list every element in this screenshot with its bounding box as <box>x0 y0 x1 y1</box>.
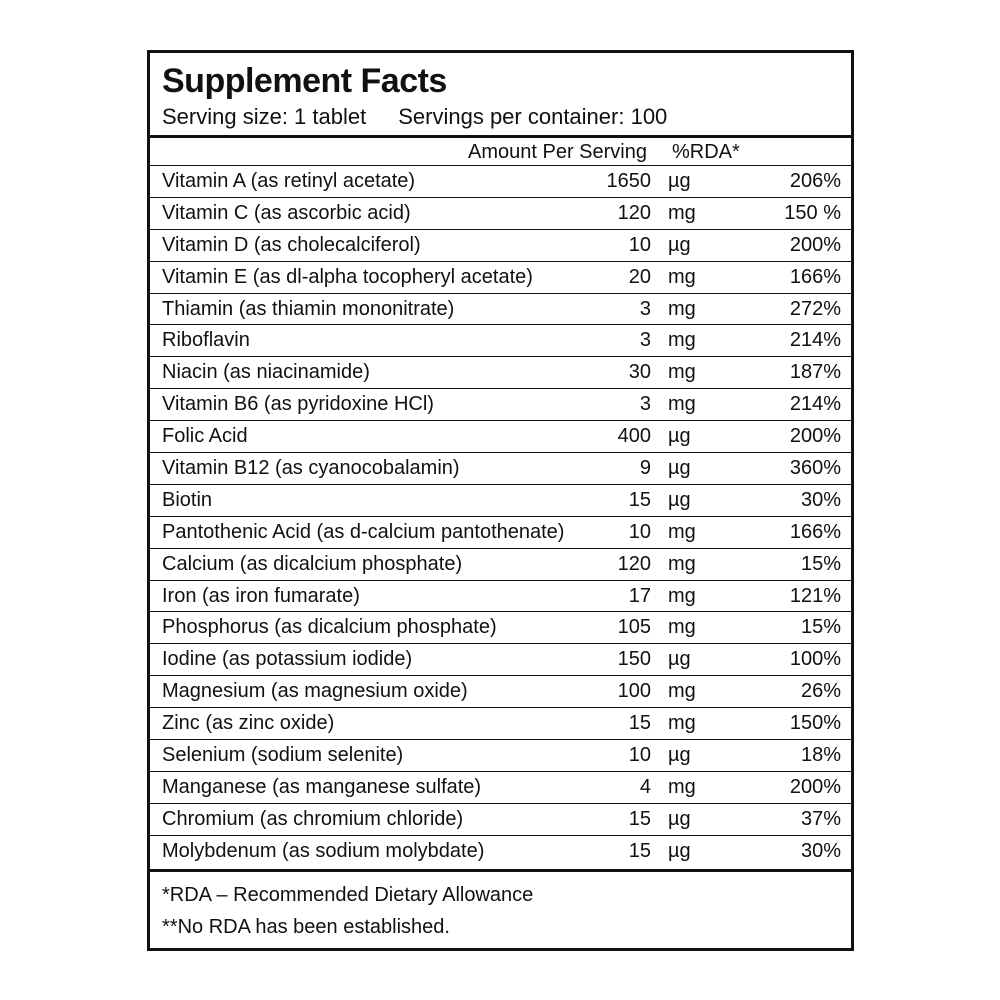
nutrient-name: Magnesium (as magnesium oxide) <box>162 680 468 703</box>
nutrient-amount: 10 <box>628 744 651 767</box>
nutrient-name: Iodine (as potassium iodide) <box>162 648 413 671</box>
nutrient-amount: 30 <box>628 361 651 384</box>
footnote-rda: *RDA – Recommended Dietary Allowance <box>162 884 534 906</box>
nutrient-amount: 100 <box>617 680 651 703</box>
nutrient-rda: 360% <box>789 457 841 480</box>
nutrient-amount: 150 <box>617 648 651 671</box>
table-row <box>150 197 851 229</box>
nutrient-name: Molybdenum (as sodium molybdate) <box>162 839 485 862</box>
table-row <box>150 516 851 548</box>
nutrient-name: Iron (as iron fumarate) <box>162 584 360 607</box>
footnotes <box>162 879 533 943</box>
table-row <box>150 420 851 452</box>
nutrient-name: Vitamin B12 (as cyanocobalamin) <box>162 457 460 480</box>
table-row <box>150 324 851 356</box>
nutrient-amount: 15 <box>628 839 651 862</box>
nutrient-amount: 120 <box>617 201 651 224</box>
table-row <box>150 675 851 707</box>
nutrient-amount: 105 <box>617 616 651 639</box>
nutrient-name: Vitamin C (as ascorbic acid) <box>162 201 411 224</box>
nutrient-unit: mg <box>668 201 696 224</box>
nutrient-unit: µg <box>668 807 691 830</box>
nutrient-rda: 200% <box>789 233 841 256</box>
nutrient-unit: mg <box>668 361 696 384</box>
serving-info <box>162 103 667 131</box>
nutrient-rda: 18% <box>800 744 841 767</box>
nutrient-unit: µg <box>668 425 691 448</box>
nutrient-amount: 17 <box>628 584 651 607</box>
nutrient-unit: µg <box>668 233 691 256</box>
nutrient-rda: 121% <box>789 584 841 607</box>
nutrient-rda: 166% <box>789 265 841 288</box>
table-row <box>150 452 851 484</box>
nutrient-unit: mg <box>668 329 696 352</box>
nutrient-amount: 3 <box>639 329 651 352</box>
amount-column-header: Amount Per Serving <box>468 141 647 163</box>
nutrient-rda: 30% <box>800 839 841 862</box>
nutrient-rda: 200% <box>789 425 841 448</box>
nutrient-rda: 100% <box>789 648 841 671</box>
nutrient-name: Niacin (as niacinamide) <box>162 361 370 384</box>
table-row <box>150 548 851 580</box>
nutrient-unit: µg <box>668 839 691 862</box>
nutrient-table <box>150 165 851 867</box>
nutrient-rda: 15% <box>800 616 841 639</box>
nutrient-rda: 214% <box>789 329 841 352</box>
nutrient-name: Vitamin A (as retinyl acetate) <box>162 170 416 192</box>
supplement-facts-panel <box>147 50 854 951</box>
nutrient-unit: mg <box>668 680 696 703</box>
header-divider <box>150 135 851 138</box>
nutrient-rda: 214% <box>789 393 841 416</box>
nutrient-rda: 206% <box>789 170 841 192</box>
nutrient-rda: 272% <box>789 297 841 320</box>
nutrient-name: Vitamin E (as dl-alpha tocopheryl acetate) <box>162 265 533 288</box>
nutrient-amount: 4 <box>639 775 651 798</box>
nutrient-amount: 3 <box>639 297 651 320</box>
nutrient-amount: 1650 <box>606 170 651 192</box>
nutrient-amount: 3 <box>639 393 651 416</box>
footer-divider <box>150 869 851 872</box>
nutrient-unit: mg <box>668 393 696 416</box>
nutrient-name: Zinc (as zinc oxide) <box>162 712 335 735</box>
nutrient-name: Chromium (as chromium chloride) <box>162 807 464 830</box>
table-row <box>150 739 851 771</box>
table-row <box>150 356 851 388</box>
panel-title: Supplement Facts <box>162 62 447 100</box>
nutrient-unit: µg <box>668 457 691 480</box>
nutrient-amount: 15 <box>628 488 651 511</box>
table-row <box>150 165 851 197</box>
nutrient-rda: 150% <box>789 712 841 735</box>
nutrient-name: Vitamin D (as cholecalciferol) <box>162 233 421 256</box>
table-row <box>150 771 851 803</box>
servings-per-container: Servings per container: 100 <box>398 104 668 129</box>
table-row <box>150 388 851 420</box>
nutrient-amount: 10 <box>628 233 651 256</box>
table-row <box>150 643 851 675</box>
nutrient-name: Riboflavin <box>162 329 250 352</box>
nutrient-amount: 120 <box>617 552 651 575</box>
nutrient-rda: 30% <box>800 488 841 511</box>
nutrient-rda: 200% <box>789 775 841 798</box>
footnote-no-rda: **No RDA has been established. <box>162 916 450 938</box>
nutrient-rda: 37% <box>800 807 841 830</box>
table-row <box>150 484 851 516</box>
nutrient-amount: 9 <box>639 457 651 480</box>
table-row <box>150 229 851 261</box>
nutrient-amount: 15 <box>628 712 651 735</box>
nutrient-name: Biotin <box>162 488 213 511</box>
table-row <box>150 707 851 739</box>
table-row <box>150 293 851 325</box>
nutrient-unit: mg <box>668 775 696 798</box>
nutrient-name: Folic Acid <box>162 425 248 448</box>
nutrient-amount: 10 <box>628 520 651 543</box>
nutrient-unit: mg <box>668 584 696 607</box>
serving-size: Serving size: 1 tablet <box>162 104 367 129</box>
rda-column-header: %RDA* <box>672 141 740 163</box>
nutrient-amount: 400 <box>617 425 651 448</box>
nutrient-unit: µg <box>668 170 691 192</box>
nutrient-name: Manganese (as manganese sulfate) <box>162 775 482 798</box>
nutrient-name: Selenium (sodium selenite) <box>162 744 404 767</box>
nutrient-rda: 26% <box>800 680 841 703</box>
table-row <box>150 580 851 612</box>
nutrient-unit: mg <box>668 552 696 575</box>
nutrient-rda: 15% <box>800 552 841 575</box>
nutrient-unit: mg <box>668 297 696 320</box>
nutrient-unit: mg <box>668 712 696 735</box>
table-row <box>150 261 851 293</box>
nutrient-unit: mg <box>668 265 696 288</box>
nutrient-amount: 20 <box>628 265 651 288</box>
nutrient-amount: 15 <box>628 807 651 830</box>
nutrient-rda: 150 % <box>784 201 841 224</box>
nutrient-unit: µg <box>668 744 691 767</box>
nutrient-unit: µg <box>668 648 691 671</box>
nutrient-unit: mg <box>668 520 696 543</box>
table-row <box>150 611 851 643</box>
nutrient-name: Pantothenic Acid (as d-calcium pantothenate) <box>162 520 565 543</box>
nutrient-name: Calcium (as dicalcium phosphate) <box>162 552 463 575</box>
nutrient-name: Thiamin (as thiamin mononitrate) <box>162 297 455 320</box>
nutrient-rda: 187% <box>789 361 841 384</box>
nutrient-name: Vitamin B6 (as pyridoxine HCl) <box>162 393 434 416</box>
nutrient-unit: µg <box>668 488 691 511</box>
table-row <box>150 803 851 835</box>
table-row <box>150 835 851 867</box>
nutrient-name: Phosphorus (as dicalcium phosphate) <box>162 616 497 639</box>
nutrient-unit: mg <box>668 616 696 639</box>
nutrient-rda: 166% <box>789 520 841 543</box>
